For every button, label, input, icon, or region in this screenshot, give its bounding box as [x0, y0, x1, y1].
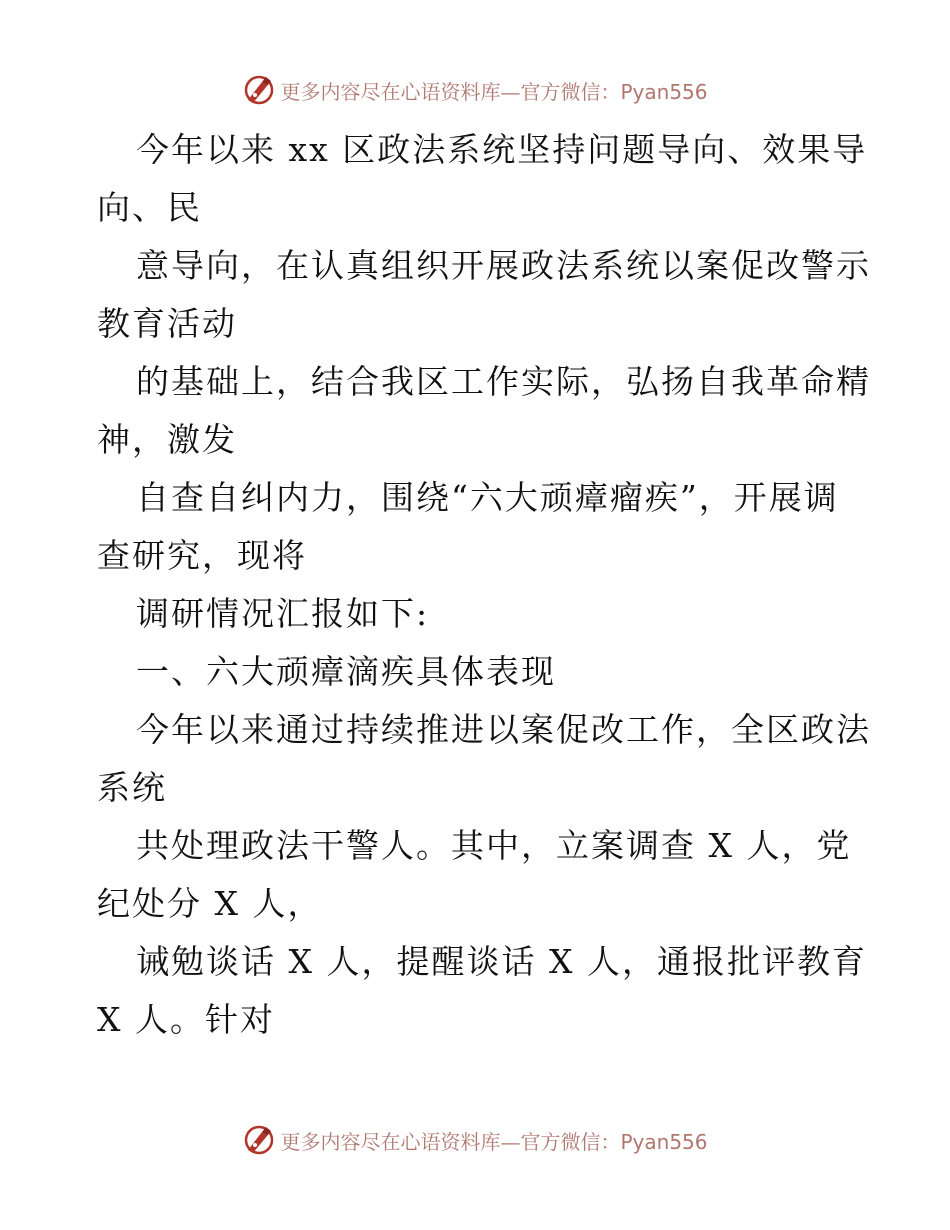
- body-line-16: X 人。针对: [97, 1000, 275, 1039]
- body-line-5: 的基础上，结合我区工作实际，弘扬自我革命精: [136, 362, 871, 401]
- footer-dash: —: [500, 1129, 521, 1154]
- body-line-12: 系统: [97, 768, 167, 807]
- body-line-2: 向、民: [97, 188, 202, 227]
- body-line-13: 共处理政法干警人。其中，立案调查 X 人，党: [136, 826, 852, 865]
- body-line-7: 自查自纠内力，围绕“六大顽瘴瘤疾”，开展调: [136, 478, 839, 517]
- body-line-9: 调研情况汇报如下:: [136, 594, 430, 633]
- body-line-15: 诫勉谈话 X 人，提醒谈话 X 人，通报批评教育: [136, 942, 867, 981]
- header-dash: —: [500, 79, 521, 104]
- header-banner: [0, 70, 950, 110]
- footer-banner: [0, 1120, 950, 1160]
- body-line-3: 意导向，在认真组织开展政法系统以案促改警示: [136, 246, 871, 285]
- section-heading-1: 一、六大顽瘴滴疾具体表现: [136, 652, 556, 691]
- header-brand: 更多内容尽在心语资料库: [280, 79, 501, 104]
- body-line-11: 今年以来通过持续推进以案促改工作，全区政法: [136, 710, 871, 749]
- body-line-14: 纪处分 X 人，: [97, 884, 323, 923]
- footer-wechat-label: 官方微信：: [520, 1129, 621, 1154]
- footer-text: [280, 1126, 707, 1155]
- header-text: [280, 76, 707, 105]
- header-wechat-label: 官方微信：: [520, 79, 621, 104]
- body-line-6: 神，激发: [97, 420, 237, 459]
- body-line-4: 教育活动: [97, 304, 237, 343]
- pen-logo-icon: [242, 73, 276, 107]
- body-line-8: 查研究，现将: [97, 536, 307, 575]
- footer-wechat-id: Pyan556: [620, 1129, 708, 1154]
- pen-logo-icon: [242, 1123, 276, 1157]
- header-wechat-id: Pyan556: [620, 79, 708, 104]
- body-line-1: 今年以来 xx 区政法系统坚持问题导向、效果导: [136, 130, 868, 169]
- footer-brand: 更多内容尽在心语资料库: [280, 1129, 501, 1154]
